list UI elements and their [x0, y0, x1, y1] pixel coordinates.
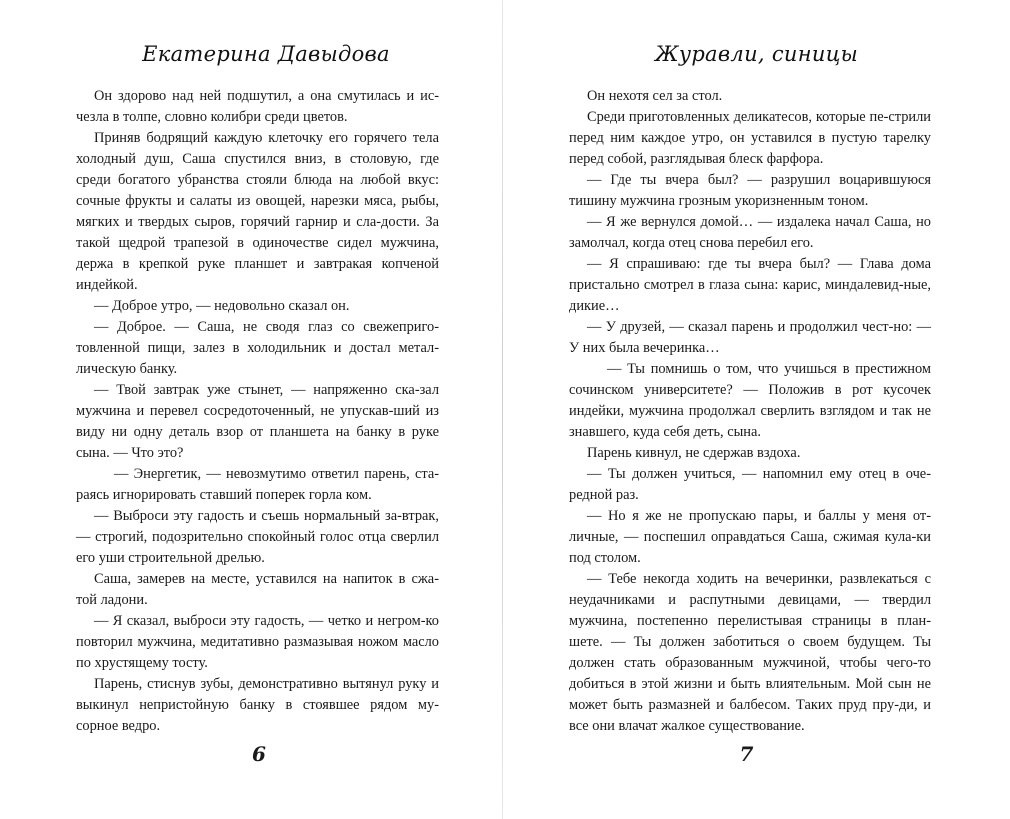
left-page-text	[76, 86, 439, 737]
paragraph: Парень кивнул, не сдержав вздоха.	[587, 445, 801, 461]
paragraph: — Доброе утро, — недовольно сказал он.	[94, 298, 350, 314]
paragraph: — Но я же не пропускаю пары, и баллы у меня от-личные, — поспешил оправдаться Саша, сжимая кула-ки под столом.	[569, 508, 931, 566]
paragraph: — Энергетик, — невозмутимо ответил парень, ста-раясь игнорировать ставший поперек горла ком.	[76, 466, 439, 503]
paragraph: — Твой завтрак уже стынет, — напряженно ска-зал мужчина и перевел сосредоточенный, не упускав-ший из виду ни одну деталь взор от планшета на банку в руке сына. — Что это?	[76, 382, 439, 461]
running-head-title: Журавли, синицы	[654, 42, 859, 66]
paragraph: — Выброси эту гадость и съешь нормальный за-втрак, — строгий, подозрительно спокойный голос отца сверлил его уши строительной дрелью.	[76, 508, 439, 566]
paragraph: — Я же вернулся домой… — издалека начал Саша, но замолчал, когда отец снова перебил его.	[569, 214, 931, 251]
left-page	[0, 0, 502, 819]
right-page	[503, 0, 1010, 819]
paragraph: — Доброе. — Саша, не сводя глаз со свежеприго-товленной пищи, залез в холодильник и достал метал-лическую банку.	[76, 319, 439, 377]
page-number: 7	[739, 742, 754, 766]
paragraph: Среди приготовленных деликатесов, которые пе-стрили перед ним каждое утро, он уставился в пустую тарелку перед собой, разглядывая блеск фарфора.	[569, 109, 931, 167]
paragraph: — Где ты вчера был? — разрушил воцарившуюся тишину мужчина грозным укоризненным тоном.	[569, 172, 931, 209]
paragraph: Он здорово над ней подшутил, а она смутилась и ис-чезла в толпе, словно колибри среди цветов.	[76, 88, 439, 125]
right-page-text	[569, 86, 931, 737]
paragraph: — Я спрашиваю: где ты вчера был? — Глава дома пристально смотрел в глаза сына: карис, миндалевид-ные, дикие…	[569, 256, 931, 314]
paragraph: — Ты помнишь о том, что учишься в престижном сочинском университете? — Положив в рот кусочек индейки, мужчина продолжал сверлить взглядом и так не знавшего, куда себя деть, сына.	[569, 361, 931, 440]
paragraph: — Ты должен учиться, — напомнил ему отец в оче-редной раз.	[569, 466, 931, 503]
paragraph: — У друзей, — сказал парень и продолжил чест-но: — У них была вечеринка…	[569, 319, 931, 356]
paragraph: — Я сказал, выброси эту гадость, — четко и негром-ко повторил мужчина, медитативно размазывая ножом масло по хрустящему тосту.	[76, 613, 439, 671]
running-head-author: Екатерина Давыдова	[142, 42, 390, 66]
paragraph: Парень, стиснув зубы, демонстративно вытянул руку и выкинул непристойную банку в стоявшее рядом му-сорное ведро.	[76, 676, 439, 734]
paragraph: Приняв бодрящий каждую клеточку его горячего тела холодный душ, Саша спустился вниз, в столовую, где среди богатого убранства стояли блюда на любой вкус: сочные фрукты и салаты из овощей, нарезки мяса, рыбы, мягких и твердых сыров, горячий гарнир и сла-дости. За такой щедрой трапезой в одиночестве сидел мужчина, держа в крепкой руке планшет и завтракая копченой индейкой.	[76, 130, 439, 293]
paragraph: — Тебе некогда ходить на вечеринки, развлекаться с неудачниками и распутными девицами, — твердил мужчина, постепенно перелистывая страницы в план-шете. — Ты должен заботиться о своем будущем. Ты должен стать образованным мужчиной, чтобы чего-то добиться в этой жизни и быть влиятельным. Мой сын не может быть размазней и балбесом. Таких пруд пру-ди, и все они влачат жалкое существование.	[569, 571, 931, 734]
page-number: 6	[252, 742, 266, 766]
paragraph: Саша, замерев на месте, уставился на напиток в сжа-той ладони.	[76, 571, 439, 608]
paragraph: Он нехотя сел за стол.	[587, 88, 723, 104]
